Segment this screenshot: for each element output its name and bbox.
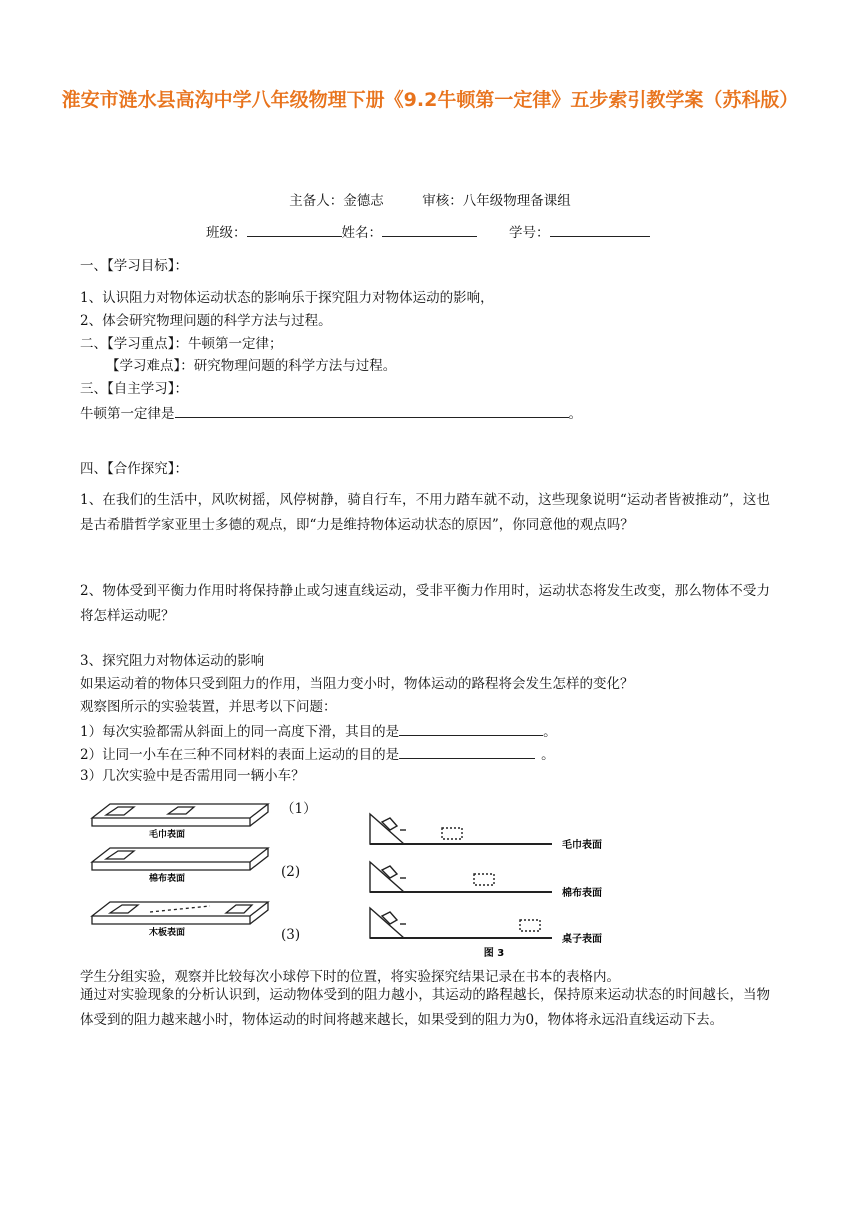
id-label: 学号： (509, 225, 550, 241)
ramp-cart-2-icon (382, 866, 397, 878)
difficulty-text: 研究物理问题的科学方法与过程。 (193, 358, 397, 374)
sub-question-2-end: 。 (541, 747, 555, 763)
preparer-label: 主备人： (289, 193, 344, 209)
newton-law-line (80, 402, 582, 424)
cart-3a-icon (110, 905, 138, 913)
sub-question-2-blank[interactable] (399, 743, 535, 759)
right-surface-1: 毛巾表面 (562, 840, 602, 851)
right-figure (364, 808, 624, 958)
sub-question-1 (80, 720, 557, 742)
conclusion-2: 通过对实验现象的分析认识到，运动物体受到的阻力越小，其运动的路程越长，保持原来运动状态的时间越长，当物体受到的阻力越来越小时，物体运动的时间将越来越长，如果受到的阻力为0，物体将永远沿直线运动下去。 (80, 987, 770, 1028)
cart-3b-icon (226, 905, 252, 913)
path-3-dashes (150, 906, 210, 912)
question-3-title: 3、探究阻力对物体运动的影响 (80, 653, 265, 669)
name-blank[interactable] (382, 221, 477, 237)
marker-2: (2) (281, 864, 301, 880)
class-label: 班级： (206, 225, 247, 241)
sub-question-2 (80, 743, 555, 765)
ramp-3 (370, 908, 404, 938)
question-2: 2、物体受到平衡力作用时将保持静止或匀速直线运动，受非平衡力作用时，运动状态将发生改变，那么物体不受力将怎样运动呢？ (80, 583, 770, 624)
document-title: 淮安市涟水县高沟中学八年级物理下册《9.2牛顿第一定律》五步索引教学案（苏科版） (61, 89, 799, 111)
author-line (0, 189, 860, 209)
ramp-cart-1-icon (382, 818, 397, 830)
class-blank[interactable] (247, 221, 342, 237)
cart-2-icon (106, 851, 134, 859)
question-3-intro: 如果运动着的物体只受到阻力的作用，当阻力变小时，物体运动的路程将会发生怎样的变化？ (80, 676, 634, 692)
question-1: 1、在我们的生活中，风吹树摇，风停树静，骑自行车，不用力踏车就不动，这些现象说明“运动者皆被推动”，这也是古希腊哲学家亚里士多德的观点，即“力是维持物体运动状态的原因”，你同意他的观点吗？ (80, 492, 770, 533)
student-info-line (206, 221, 650, 243)
board-2-top (92, 848, 268, 862)
preparer-name: 金德志 (343, 193, 384, 209)
newton-law-end: 。 (568, 406, 582, 422)
left-surface-1: 毛巾表面 (148, 830, 186, 840)
ramp-cart-3-icon (382, 912, 397, 924)
section2-heading: 二、【学习重点】： (80, 336, 188, 352)
sub-question-1-text: 1）每次实验都需从斜面上的同一高度下滑，其目的是 (80, 724, 400, 740)
ramp-2 (370, 862, 404, 892)
section2-focus-line (80, 334, 283, 354)
difficulty-line (106, 356, 396, 376)
difficulty-label: 【学习难点】： (106, 358, 194, 374)
marker-3: (3) (281, 927, 301, 943)
section4-heading: 四、【合作探究】： (80, 461, 188, 477)
stop-cart-3-icon (520, 920, 540, 931)
ramp-1 (370, 814, 404, 844)
focus-text: 牛顿第一定律； (188, 336, 283, 352)
section1-heading: 一、【学习目标】： (80, 258, 188, 274)
newton-law-prompt: 牛顿第一定律是 (80, 406, 175, 422)
stop-cart-1-icon (442, 828, 462, 839)
reviewer-label: 审核： (422, 193, 463, 209)
left-figure (90, 800, 272, 950)
right-surface-2: 棉布表面 (562, 888, 602, 899)
cart-1b-icon (168, 807, 194, 814)
section3-heading: 三、【自主学习】： (80, 381, 188, 397)
newton-law-blank[interactable] (175, 402, 569, 418)
id-blank[interactable] (550, 221, 650, 237)
name-label: 姓名： (341, 225, 382, 241)
question-3-observe: 观察图所示的实验装置，并思考以下问题： (80, 699, 337, 715)
left-surface-3: 木板表面 (148, 928, 186, 938)
right-surface-3: 桌子表面 (562, 934, 602, 945)
left-surface-2: 棉布表面 (148, 874, 186, 884)
figure-caption: 图 3 (483, 948, 505, 958)
marker-1: （1） (281, 801, 317, 817)
sub-question-3: 3）几次实验中是否需用同一辆小车？ (80, 768, 305, 784)
conclusion-1: 学生分组实验，观察并比较每次小球停下时的位置，将实验探究结果记录在书本的表格内。 (80, 969, 620, 985)
sub-question-2-text: 2）让同一小车在三种不同材料的表面上运动的目的是 (80, 747, 400, 763)
reviewer-name: 八年级物理备课组 (462, 193, 571, 209)
objective-2: 2、体会研究物理问题的科学方法与过程。 (80, 313, 332, 329)
sub-question-1-blank[interactable] (399, 720, 543, 736)
objective-1: 1、认识阻力对物体运动状态的影响乐于探究阻力对物体运动的影响， (80, 290, 494, 306)
board-1-top (92, 804, 268, 818)
sub-question-1-end: 。 (543, 724, 557, 740)
cart-1a-icon (106, 807, 134, 815)
stop-cart-2-icon (474, 874, 494, 885)
